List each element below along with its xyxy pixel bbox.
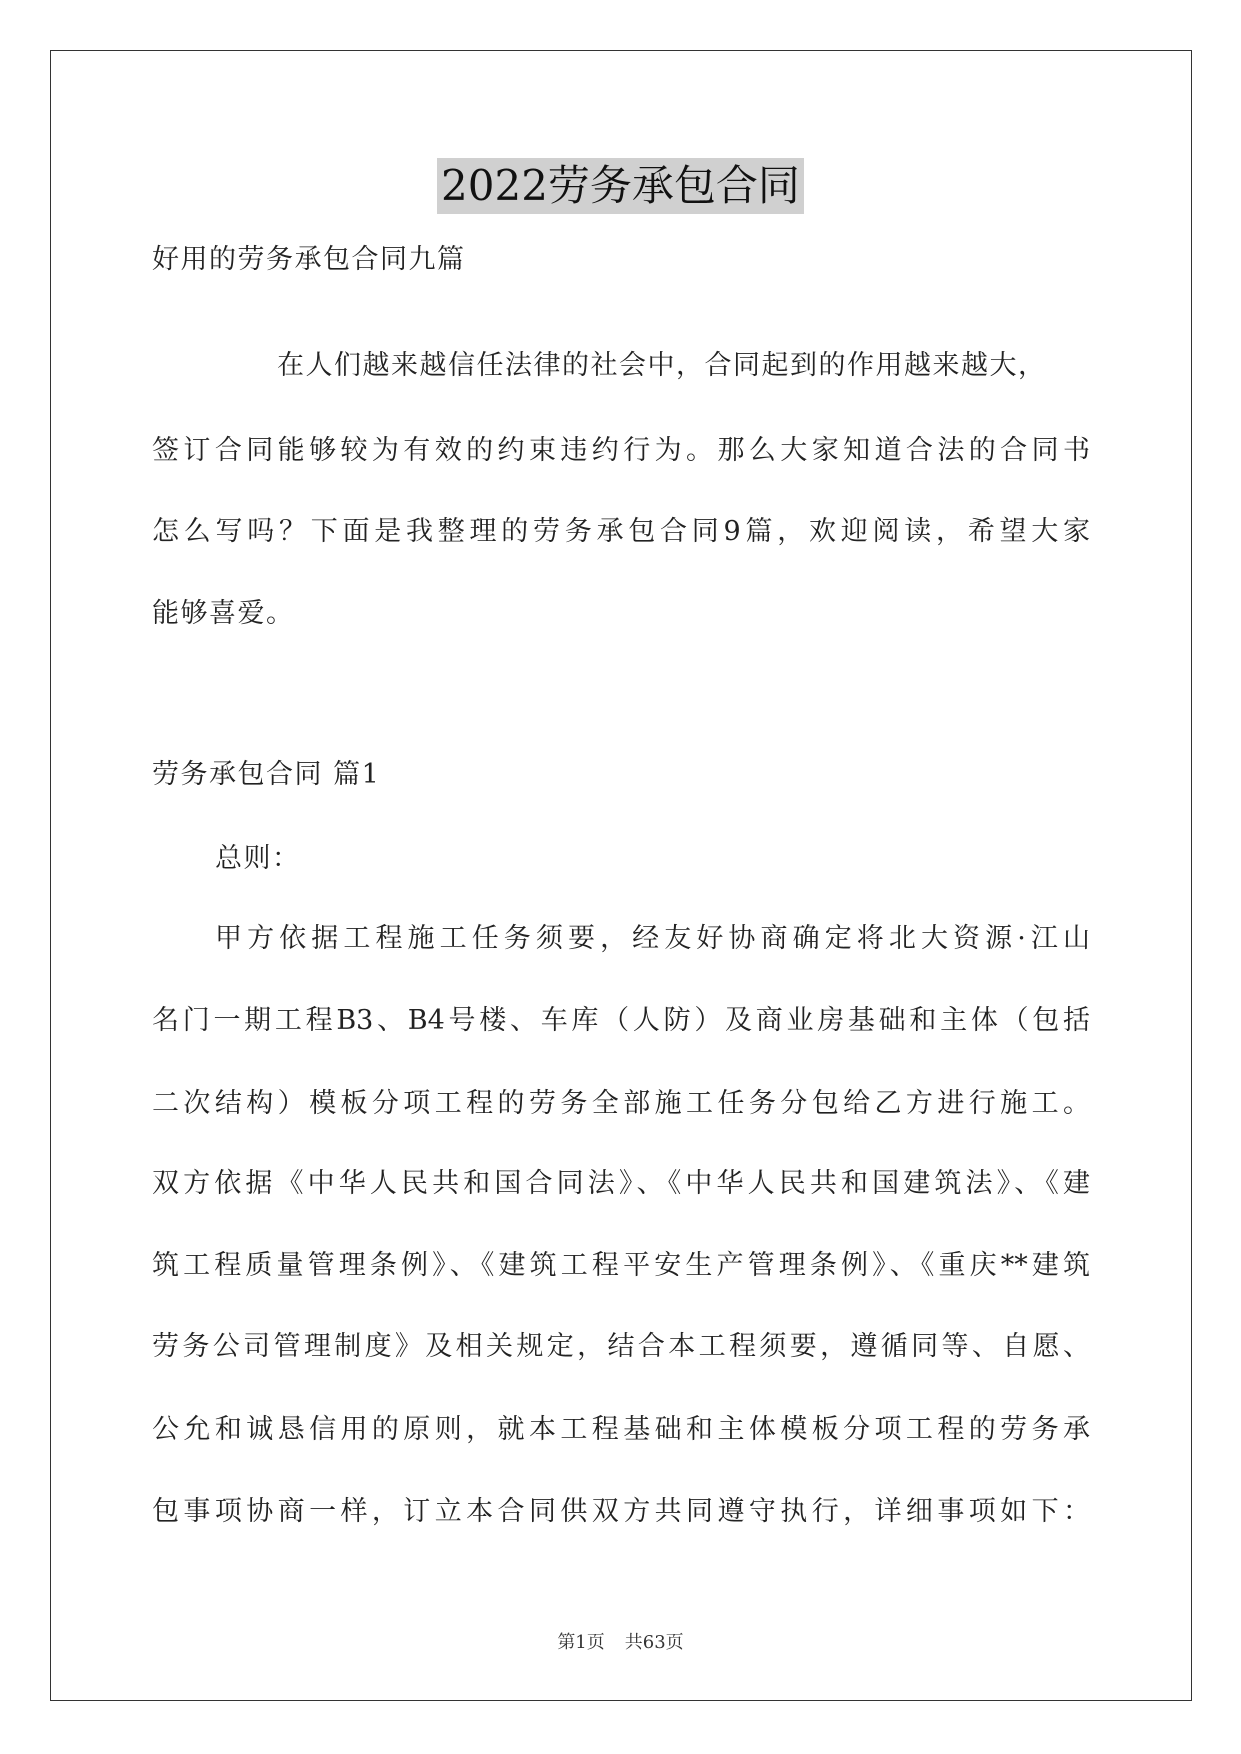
body-line-3: 二次结构）模板分项工程的劳务全部施工任务分包给乙方进行施工。	[152, 1088, 1090, 1119]
general-heading: 总则：	[215, 843, 301, 874]
intro-line-3: 怎么写吗？下面是我整理的劳务承包合同9篇，欢迎阅读，希望大家	[152, 516, 1090, 547]
body-line-8: 包事项协商一样，订立本合同供双方共同遵守执行，详细事项如下：	[152, 1496, 1090, 1527]
intro-line-1: 在人们越来越信任法律的社会中，合同起到的作用越来越大，	[277, 350, 1047, 381]
intro-line-2: 签订合同能够较为有效的约束违约行为。那么大家知道合法的合同书	[152, 435, 1090, 466]
body-line-2: 名门一期工程B3、B4号楼、车库（人防）及商业房基础和主体（包括	[152, 1005, 1090, 1036]
document-title: 2022劳务承包合同	[437, 158, 804, 214]
section-heading: 劳务承包合同 篇1	[152, 759, 381, 790]
subtitle-line: 好用的劳务承包合同九篇	[152, 244, 466, 275]
page-total: 共63页	[624, 1632, 684, 1653]
body-line-6: 劳务公司管理制度》及相关规定，结合本工程须要，遵循同等、自愿、	[152, 1331, 1090, 1362]
body-line-1: 甲方依据工程施工任务须要，经友好协商确定将北大资源·江山	[215, 923, 1090, 954]
page-number: 第1页	[557, 1632, 605, 1653]
body-line-4: 双方依据《中华人民共和国合同法》、《中华人民共和国建筑法》、《建	[152, 1168, 1090, 1199]
title-container	[0, 158, 1241, 214]
body-line-5: 筑工程质量管理条例》、《建筑工程平安生产管理条例》、《重庆**建筑	[152, 1250, 1090, 1281]
page-footer	[0, 1628, 1241, 1654]
body-line-7: 公允和诚恳信用的原则，就本工程基础和主体模板分项工程的劳务承	[152, 1414, 1090, 1445]
intro-line-4: 能够喜爱。	[152, 598, 295, 629]
